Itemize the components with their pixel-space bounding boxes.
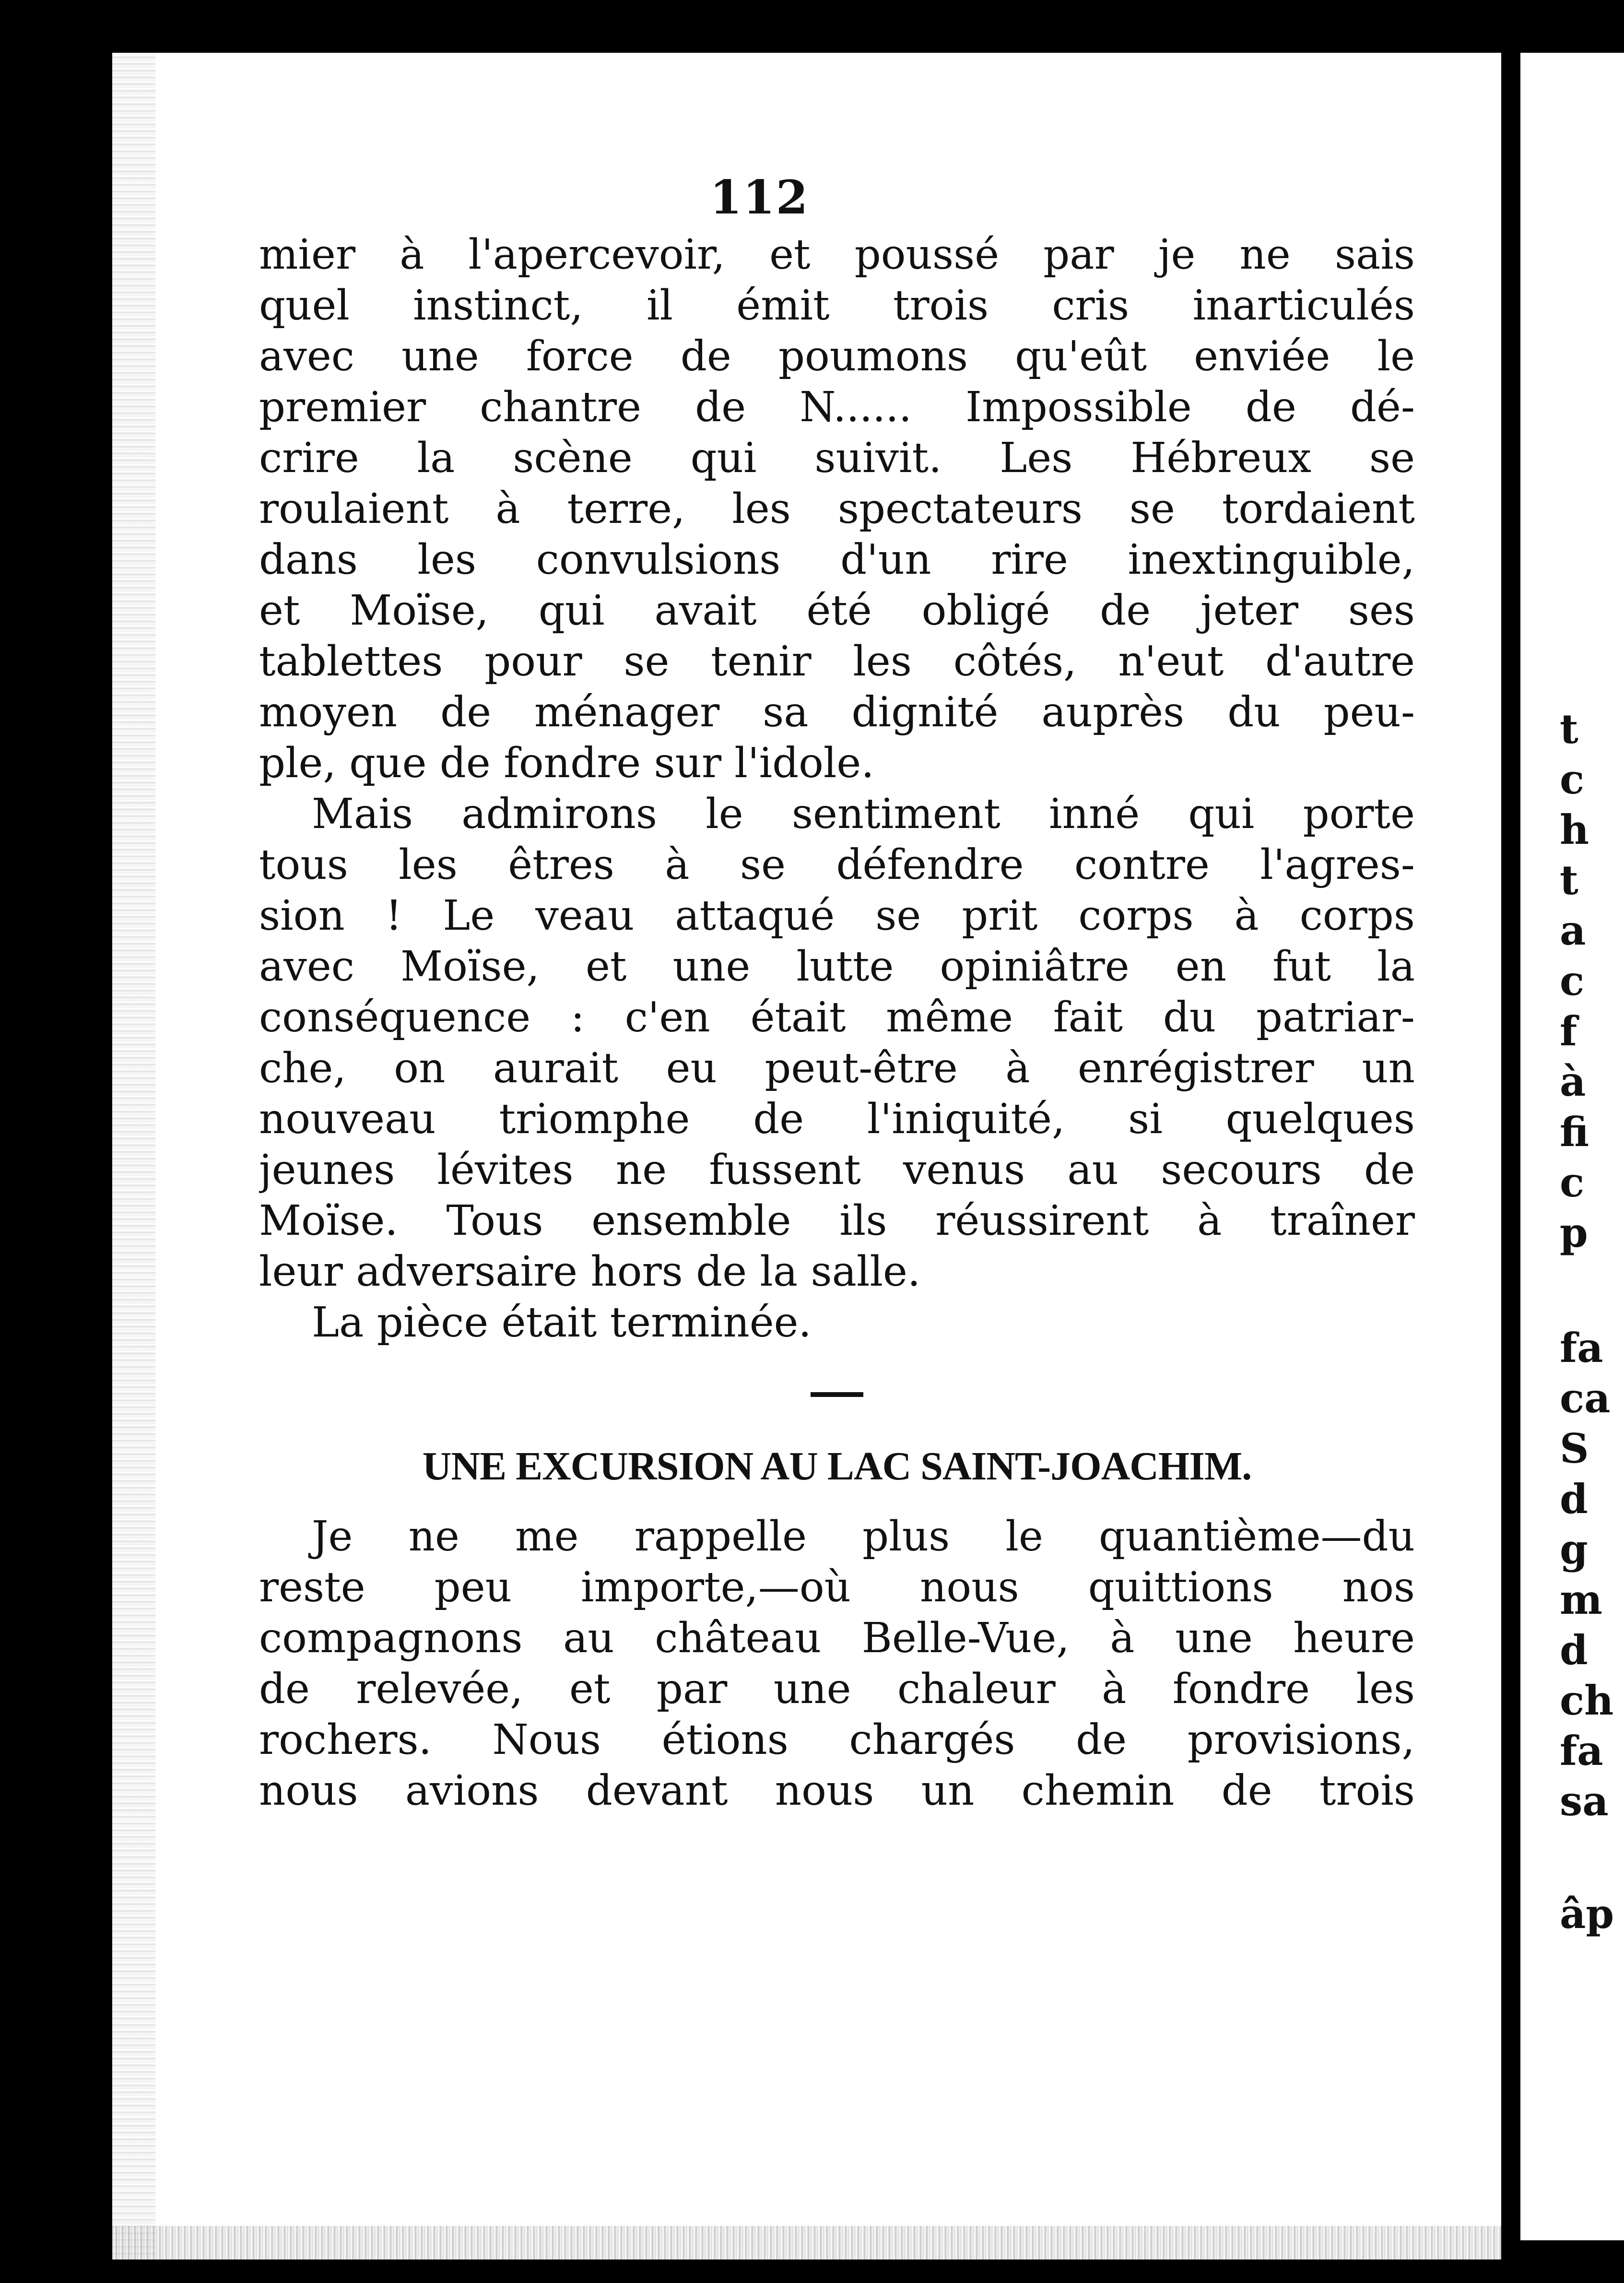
section-paragraph: [259, 1511, 1415, 1816]
text-line: sion ! Le veau attaqué se prit corps à corps: [259, 892, 1415, 940]
page-number: 112: [710, 170, 809, 225]
facing-page-fragment: c: [1560, 957, 1585, 1005]
text-line: dans les convulsions d'un rire inextinguible,: [259, 536, 1415, 584]
text-line: ple, que de fondre sur l'idole.: [259, 739, 874, 787]
facing-page-fragment: d: [1560, 1626, 1588, 1674]
facing-page-fragment: âp: [1560, 1890, 1614, 1938]
text-line: conséquence : c'en était même fait du patriar-: [259, 994, 1415, 1041]
text-line: premier chantre de N...... Impossible de dé-: [259, 383, 1415, 431]
text-line: nous avions devant nous un chemin de trois: [259, 1767, 1415, 1815]
facing-page-fragment: p: [1560, 1209, 1588, 1256]
facing-page-fragment: fa: [1560, 1324, 1603, 1372]
text-line: jeunes lévites ne fussent venus au secours de: [259, 1146, 1415, 1194]
facing-page-fragment: m: [1560, 1576, 1602, 1623]
facing-page-fragment: t: [1560, 856, 1578, 904]
facing-page-fragment: a: [1560, 907, 1586, 954]
facing-page-fragment: t: [1560, 705, 1578, 753]
section-separator: [811, 1392, 863, 1397]
paragraph-2: [259, 789, 1415, 1297]
text-line: tous les êtres à se défendre contre l'agres-: [259, 841, 1415, 889]
facing-page-fragment: ca: [1560, 1374, 1611, 1422]
page-text: [259, 229, 1415, 1816]
facing-page-fragment: sa: [1560, 1777, 1609, 1825]
facing-page-strip: [1520, 53, 1624, 2240]
page-gutter: [1501, 53, 1520, 2259]
facing-page-fragment: fi: [1560, 1108, 1589, 1156]
text-line: moyen de ménager sa dignité auprès du peu-: [259, 688, 1415, 736]
text-line: reste peu importe,—où nous quittions nos: [259, 1563, 1415, 1611]
text-line: Je ne me rappelle plus le quantième—du: [312, 1513, 1415, 1561]
text-line: crire la scène qui suivit. Les Hébreux se: [259, 434, 1415, 482]
text-line: quel instinct, il émit trois cris inarticulés: [259, 282, 1415, 330]
page-edge-shadow: [112, 53, 155, 2259]
facing-page-fragment: g: [1560, 1526, 1588, 1573]
page-bottom-scan-noise: [112, 2226, 1501, 2259]
text-line: roulaient à terre, les spectateurs se tordaient: [259, 485, 1415, 533]
text-line: che, on aurait eu peut-être à enrégistrer un: [259, 1044, 1415, 1092]
text-line: tablettes pour se tenir les côtés, n'eut d'autre: [259, 638, 1415, 686]
facing-page-fragment: c: [1560, 1159, 1585, 1206]
paragraph-1: [259, 229, 1415, 789]
text-line: de relevée, et par une chaleur à fondre les: [259, 1665, 1415, 1713]
text-line: avec une force de poumons qu'eût enviée le: [259, 332, 1415, 380]
text-line: mier à l'apercevoir, et poussé par je ne sais: [259, 231, 1415, 279]
facing-page-fragment: à: [1560, 1058, 1586, 1105]
facing-page-fragment: S: [1560, 1425, 1589, 1472]
facing-page-fragment: c: [1560, 756, 1585, 803]
text-line: et Moïse, qui avait été obligé de jeter ses: [259, 587, 1415, 635]
facing-page-fragment: fa: [1560, 1727, 1603, 1774]
facing-page-fragment: d: [1560, 1475, 1588, 1523]
facing-page-fragment: f: [1560, 1007, 1577, 1055]
text-line: rochers. Nous étions chargés de provisions,: [259, 1716, 1415, 1764]
text-line: La pièce était terminée.: [312, 1299, 812, 1347]
facing-page-fragment: ch: [1560, 1677, 1614, 1724]
text-line: compagnons au château Belle-Vue, à une heure: [259, 1614, 1415, 1662]
text-line: avec Moïse, et une lutte opiniâtre en fut la: [259, 943, 1415, 991]
section-heading: UNE EXCURSION AU LAC SAINT-JOACHIM.: [422, 1444, 1252, 1489]
facing-page-fragment: h: [1560, 806, 1589, 853]
text-line: Moïse. Tous ensemble ils réussirent à traîner: [259, 1197, 1415, 1245]
text-line: nouveau triomphe de l'iniquité, si quelques: [259, 1095, 1415, 1143]
text-line: Mais admirons le sentiment inné qui porte: [312, 790, 1415, 838]
paragraph-3: [259, 1297, 1415, 1348]
text-line: leur adversaire hors de la salle.: [259, 1248, 921, 1296]
